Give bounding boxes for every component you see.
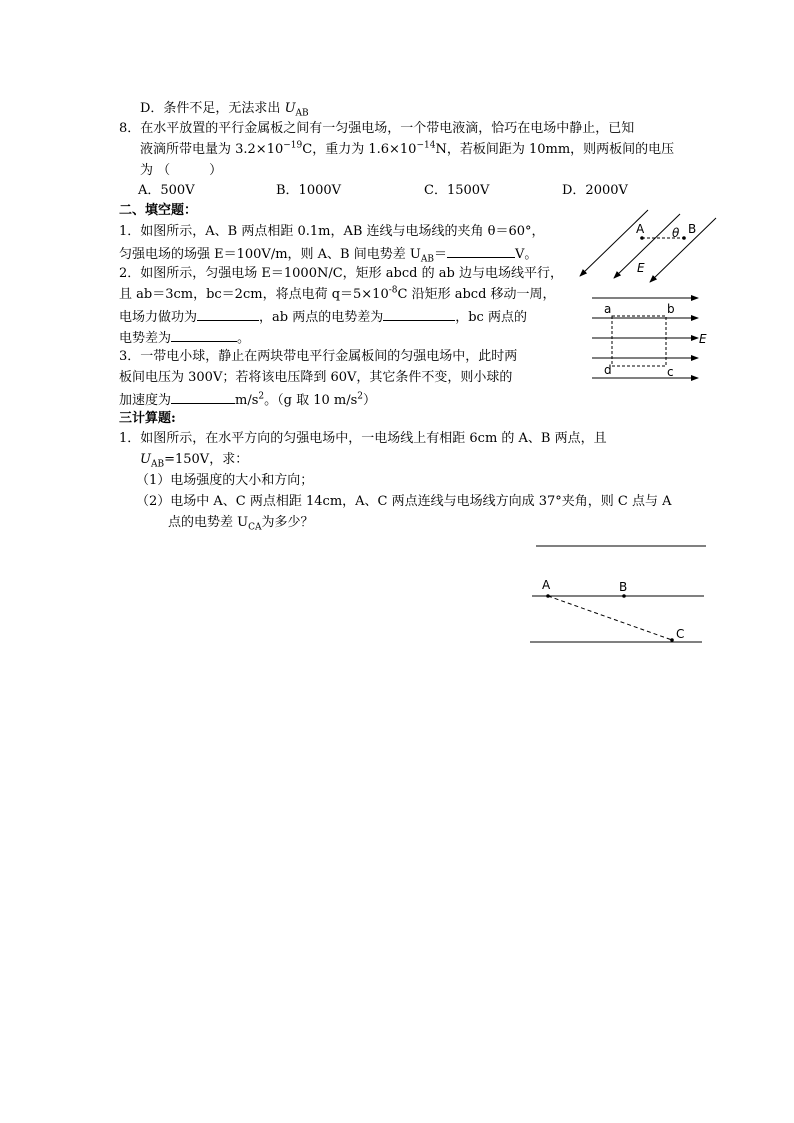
s2-p3-line-2: 板间电压为 300V；若将该电压降到 60V，其它条件不变，则小球的 — [119, 370, 513, 385]
label-a: A — [542, 578, 551, 592]
label-b: B — [688, 222, 697, 236]
s2-p3-line-1: 3．一带电小球，静止在两块带电平行金属板间的匀强电场中，此时两 — [119, 349, 518, 364]
label-c: c — [667, 365, 674, 379]
q8-option-b: B．1000V — [276, 183, 342, 198]
s2-p1-line-2: 匀强电场的场强 E＝100V/m，则 A、B 间电势差 $U_{AB}= V$。 — [119, 247, 538, 265]
s2-p2-line-2: 且 ab＝3cm，bc＝2cm，将点电荷 $q=5\times 10^{-8}C$ 沿矩形 abcd 移动一周， — [119, 285, 556, 302]
answer-blank[interactable] — [447, 245, 515, 258]
label-theta: θ — [672, 226, 680, 240]
s3-p1-line-1: 1．如图所示，在水平方向的匀强电场中，一电场线上有相距 6cm 的 A、B 两点，且 — [119, 431, 607, 446]
q8-line-1: 8．在水平放置的平行金属板之间有一匀强电场，一个带电液滴，恰巧在电场中静止，已知 — [119, 121, 635, 136]
figure-rectangle-abcd — [588, 292, 712, 384]
s2-p2-line-4: 电势差为 。 — [119, 331, 251, 346]
answer-blank[interactable] — [171, 329, 237, 342]
s3-sub-1: （1）电场强度的大小和方向； — [136, 473, 314, 488]
label-e: E — [637, 261, 645, 275]
point-b — [682, 236, 686, 240]
q8-line-2: 液滴所带电量为 $3.2\times 10^{-19}C$，重力为 $1.6\times 10^{-14}N$，若板间距为 10mm，则两板间的电压 — [140, 140, 675, 157]
label-a: A — [636, 222, 645, 236]
label-d: d — [604, 363, 612, 377]
answer-blank[interactable] — [171, 391, 235, 404]
s3-sub-2-line-2: 点的电势差 $U_{CA}$为多少？ — [168, 515, 314, 533]
q7-option-d: D．条件不足，无法求出 $U_{AB}$ — [140, 101, 309, 119]
figure-points-abc — [526, 540, 710, 648]
s2-p3-line-3: 加速度为 $m/s^2$。（g 取 10 $m/s^2$） — [119, 391, 377, 408]
q8-option-c: C．1500V — [424, 183, 490, 198]
point-a — [640, 236, 644, 240]
answer-blank[interactable] — [197, 308, 259, 321]
s3-p1-line-2: $U_{AB}=150V$，求： — [140, 452, 249, 470]
section-3-heading: 三计算题: — [119, 411, 176, 426]
ac-segment — [548, 596, 672, 640]
label-e: E — [699, 332, 707, 346]
q8-option-d: D．2000V — [562, 183, 628, 198]
answer-blank[interactable] — [383, 308, 455, 321]
s2-p1-line-1: 1．如图所示，A、B 两点相距 0.1m，AB 连线与电场线的夹角 θ＝60°， — [119, 224, 545, 239]
q8-option-a: A．500V — [138, 183, 195, 198]
s3-sub-2-line-1: （2）电场中 A、C 两点相距 14cm，A、C 两点连线与电场线方向成 37°夹角，则 C 点与 A — [136, 494, 672, 509]
section-2-heading: 二、填空题： — [119, 203, 198, 218]
figure-field-angle — [568, 206, 720, 288]
point-a — [546, 594, 550, 598]
label-b: B — [619, 580, 628, 594]
label-c: C — [676, 627, 685, 641]
label-b: b — [667, 302, 675, 316]
s2-p2-line-3: 电场力做功为 ，ab 两点的电势差为 ，bc 两点的 — [119, 310, 527, 325]
field-line — [614, 214, 680, 278]
field-line — [650, 218, 716, 282]
label-a: a — [604, 302, 612, 316]
point-b — [622, 594, 626, 598]
point-c — [670, 638, 674, 642]
s2-p2-line-1: 2．如图所示，匀强电场 E＝1000N/C，矩形 abcd 的 ab 边与电场线平行， — [119, 266, 563, 281]
q8-line-3: 为 （ ） — [140, 163, 223, 178]
